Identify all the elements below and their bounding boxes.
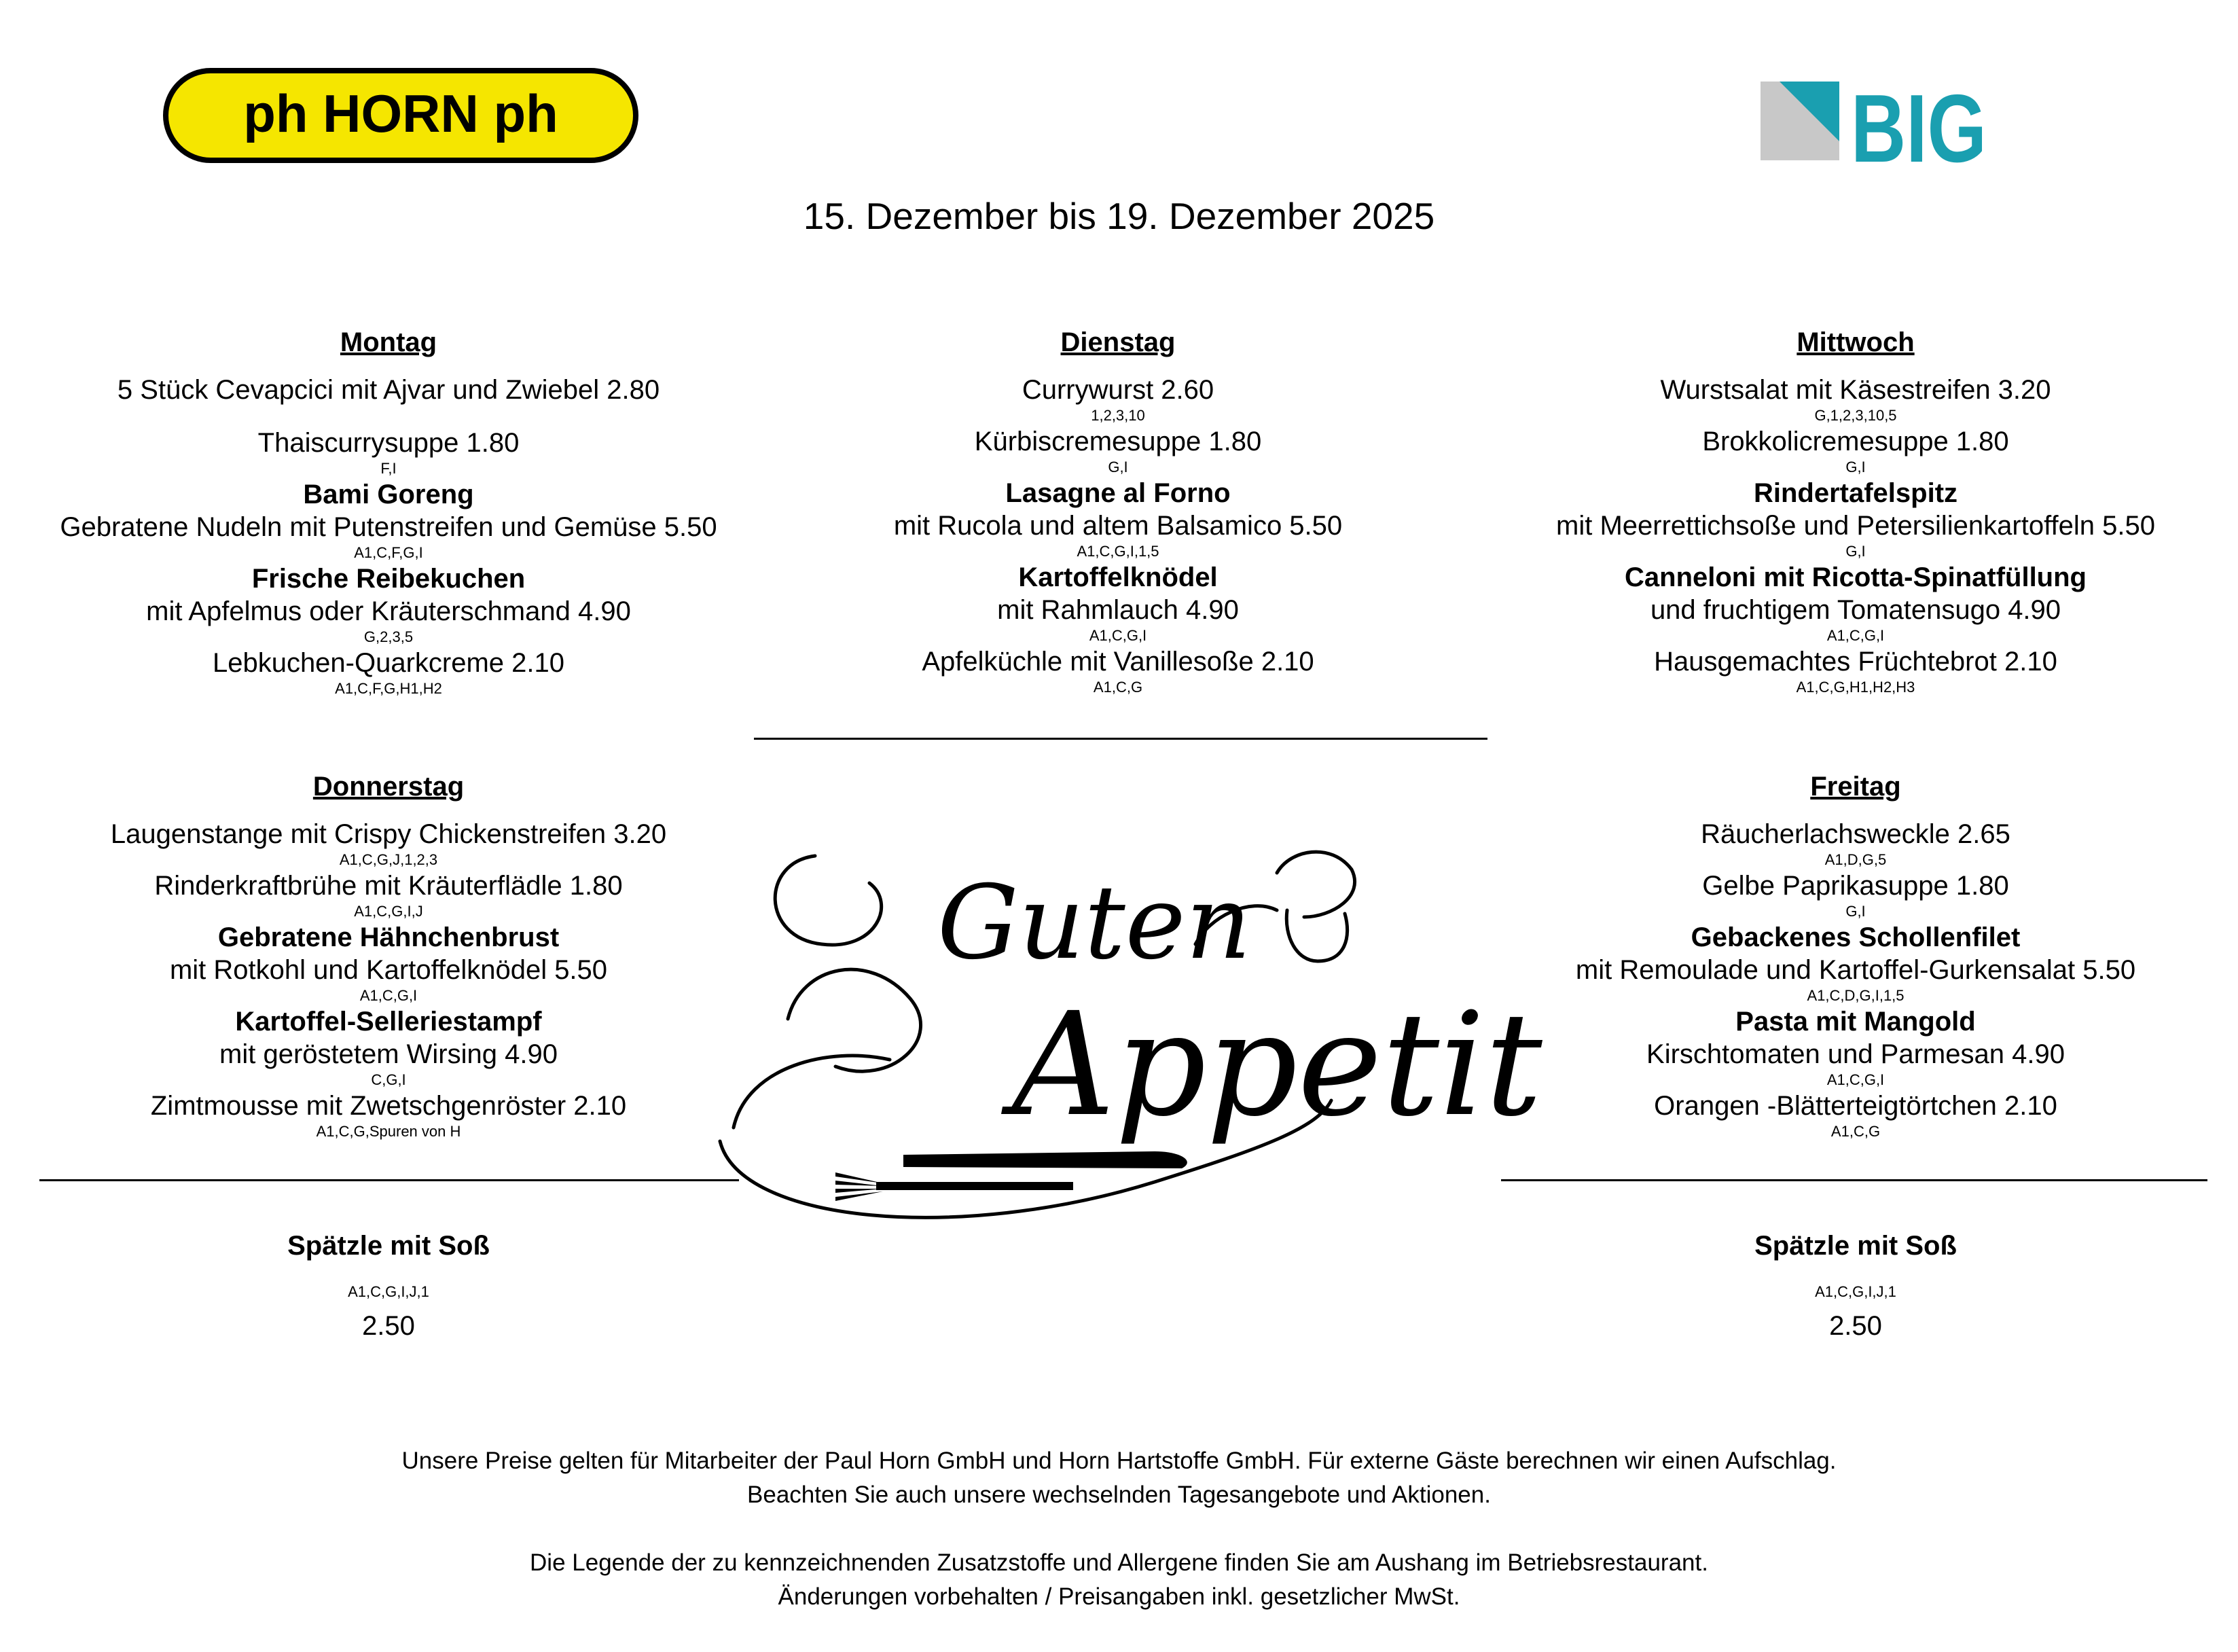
main1-allergens: A1,C,D,G,I,1,5 xyxy=(1807,987,1905,1004)
big-logo xyxy=(1759,75,1990,183)
soup: Rinderkraftbrühe mit Kräuterflädle 1.80 xyxy=(154,871,623,901)
main1-title: Gebackenes Schollenfilet xyxy=(1691,922,2021,952)
soup-allergens: A1,C,G,I,J xyxy=(354,903,423,920)
extra-dish: 5 Stück Cevapcici mit Ajvar und Zwiebel 2.80 xyxy=(117,375,660,405)
main1-title: Bami Goreng xyxy=(303,480,474,509)
footer-line-changes: Änderungen vorbehalten / Preisangaben inkl. gesetzlicher MwSt. xyxy=(778,1583,1460,1610)
extra-dish: Laugenstange mit Crispy Chickenstreifen 3.20 xyxy=(110,819,667,849)
dessert-allergens: A1,C,G xyxy=(1830,1123,1881,1140)
day-heading: Dienstag xyxy=(1060,327,1176,357)
dessert-allergens: A1,C,G,H1,H2,H3 xyxy=(1796,679,1915,696)
main2-title: Kartoffel-Selleriestampf xyxy=(235,1007,542,1037)
main2-title: Canneloni mit Ricotta-Spinatfüllung xyxy=(1625,562,2087,592)
main1-allergens: A1,C,G,I,1,5 xyxy=(1077,543,1159,560)
footer-line-offers: Beachten Sie auch unsere wechselnden Tagesangebote und Aktionen. xyxy=(747,1482,1491,1508)
day-heading: Donnerstag xyxy=(312,772,465,802)
big-logo-text: BIG xyxy=(1851,75,1987,183)
footer-line-prices: Unsere Preise gelten für Mitarbeiter der Paul Horn GmbH und Horn Hartstoffe GmbH. Für externe Gäste berechnen wir einen Aufschlag. xyxy=(401,1448,1837,1474)
extra-allergens: G,1,2,3,10,5 xyxy=(1814,407,1897,424)
dessert-allergens: A1,C,G xyxy=(1093,679,1143,696)
side-dish-price: 2.50 xyxy=(1829,1311,1882,1341)
main2-allergens: A1,C,G,I xyxy=(1826,1071,1885,1088)
main1-description: mit Rotkohl und Kartoffelknödel 5.50 xyxy=(169,955,608,985)
main2-title: Kartoffelknödel xyxy=(1018,562,1218,592)
main2-allergens: C,G,I xyxy=(371,1071,406,1088)
soup: Gelbe Paprikasuppe 1.80 xyxy=(1702,871,2009,901)
soup-allergens: G,I xyxy=(1845,903,1866,920)
dessert-allergens: A1,C,G,Spuren von H xyxy=(316,1123,461,1140)
day-column-donnerstag xyxy=(22,766,755,1141)
main2-allergens: A1,C,G,I xyxy=(1089,627,1147,644)
main1-allergens: G,I xyxy=(1845,543,1866,560)
side-dish-price: 2.50 xyxy=(362,1311,415,1341)
main1-description: Gebratene Nudeln mit Putenstreifen und Gemüse 5.50 xyxy=(60,512,717,542)
day-column-montag xyxy=(22,322,755,698)
day-heading: Montag xyxy=(340,327,437,357)
dessert: Zimtmousse mit Zwetschgenröster 2.10 xyxy=(150,1091,627,1121)
main1-title: Lasagne al Forno xyxy=(1005,478,1231,508)
dessert-allergens: A1,C,F,G,H1,H2 xyxy=(335,680,442,697)
dessert: Apfelküchle mit Vanillesoße 2.10 xyxy=(922,647,1314,677)
main2-description: und fruchtigem Tomatensugo 4.90 xyxy=(1650,595,2061,625)
main2-title: Pasta mit Mangold xyxy=(1735,1007,1976,1037)
soup-allergens: G,I xyxy=(1108,459,1128,475)
day-heading: Freitag xyxy=(1810,772,1901,802)
divider-line xyxy=(754,738,1487,740)
main1-allergens: A1,C,F,G,I xyxy=(354,544,423,561)
extra-dish: Currywurst 2.60 xyxy=(1022,375,1214,405)
main1-description: mit Meerrettichsoße und Petersilienkartoffeln 5.50 xyxy=(1556,511,2155,541)
side-dish-allergens: A1,C,G,I,J,1 xyxy=(348,1283,429,1300)
horn-logo-text: ph HORN ph xyxy=(243,84,558,143)
main2-allergens: A1,C,G,I xyxy=(1826,627,1885,644)
extra-allergens: A1,D,G,5 xyxy=(1824,851,1887,868)
main1-description: mit Remoulade und Kartoffel-Gurkensalat 5.50 xyxy=(1575,955,2136,985)
soup: Thaiscurrysuppe 1.80 xyxy=(257,428,520,458)
side-dish-allergens: A1,C,G,I,J,1 xyxy=(1815,1283,1896,1300)
soup-allergens: G,I xyxy=(1845,459,1866,475)
date-range-title: 15. Dezember bis 19. Dezember 2025 xyxy=(803,195,1435,237)
day-column-mittwoch xyxy=(1489,322,2222,697)
divider-line-right xyxy=(1501,1179,2207,1181)
footer-notes xyxy=(0,1444,2238,1614)
divider-line-left xyxy=(39,1179,739,1181)
soup: Brokkolicremesuppe 1.80 xyxy=(1702,427,2009,456)
main2-description: mit Rahmlauch 4.90 xyxy=(997,595,1239,625)
side-dish-title: Spätzle mit Soß xyxy=(1754,1231,1957,1261)
main1-allergens: A1,C,G,I xyxy=(359,987,418,1004)
day-column-dienstag xyxy=(751,322,1485,697)
soup: Kürbiscremesuppe 1.80 xyxy=(974,427,1262,456)
side-dish-right xyxy=(1489,1229,2222,1342)
soup-allergens: F,I xyxy=(380,460,397,477)
main1-title: Gebratene Hähnchenbrust xyxy=(217,922,560,952)
main2-title: Frische Reibekuchen xyxy=(251,564,526,594)
footer-line-legend: Die Legende der zu kennzeichnenden Zusatzstoffe und Allergene finden Sie am Aushang im Betriebsrestaurant. xyxy=(530,1549,1708,1576)
day-heading: Mittwoch xyxy=(1797,327,1915,357)
main2-description: mit geröstetem Wirsing 4.90 xyxy=(219,1039,558,1069)
side-dish-title: Spätzle mit Soß xyxy=(287,1231,490,1261)
extra-dish: Räucherlachsweckle 2.65 xyxy=(1701,819,2010,849)
main1-description: mit Rucola und altem Balsamico 5.50 xyxy=(893,511,1343,541)
horn-logo xyxy=(163,68,638,163)
extra-allergens: A1,C,G,J,1,2,3 xyxy=(339,851,438,868)
day-column-freitag xyxy=(1489,766,2222,1141)
main2-description: mit Apfelmus oder Kräuterschmand 4.90 xyxy=(146,596,631,626)
dessert: Hausgemachtes Früchtebrot 2.10 xyxy=(1654,647,2057,677)
dessert: Orangen -Blätterteigtörtchen 2.10 xyxy=(1654,1091,2057,1121)
appetit-text: Appetit xyxy=(1012,982,1542,1148)
main2-allergens: G,2,3,5 xyxy=(363,628,414,645)
side-dish-left xyxy=(22,1229,755,1342)
main1-title: Rindertafelspitz xyxy=(1753,478,1958,508)
guten-appetit-logo xyxy=(720,842,1542,1250)
extra-dish: Wurstsalat mit Käsestreifen 3.20 xyxy=(1660,375,2051,405)
dessert: Lebkuchen-Quarkcreme 2.10 xyxy=(212,648,565,678)
guten-text: Guten xyxy=(937,864,1252,982)
main2-description: Kirschtomaten und Parmesan 4.90 xyxy=(1646,1039,2065,1069)
extra-allergens: 1,2,3,10 xyxy=(1091,407,1145,424)
